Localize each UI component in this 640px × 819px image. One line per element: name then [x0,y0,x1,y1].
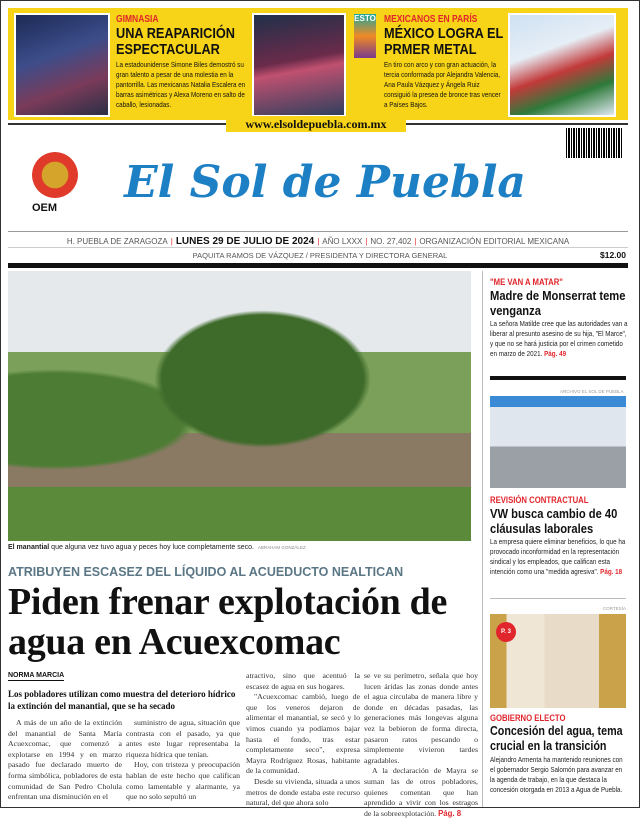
caption-text: que alguna vez tuvo agua y peces hoy luce completamente seco. [49,544,254,551]
story-text: La empresa quiere eliminar beneficios, lo que ha provocado inconformidad en la representación sindical y los empleados, que califican esta intención como una "medida agresiva". [490,537,626,576]
article-column-3 [246,671,360,809]
paragraph: Desde su vivienda, situada a unos metros de donde estaba este recurso natural, del que ahora solo [246,776,360,808]
top-banner [8,8,628,120]
banner-right-text: En tiro con arco y con gran actuación, la tercia conformada por Alejandra Valencia, Ana Paula Vázquez y Ángela Ruiz consiguió la presea de bronce tras vencer a Países Bajos. [384,60,501,109]
banner-left-kicker: GIMNASIA [116,14,159,25]
photo-credit: CORTESÍA [603,606,626,611]
organization: ORGANIZACIÓN EDITORIAL MEXICANA [419,237,570,246]
divider [8,263,628,268]
price: $12.00 [600,250,626,260]
esto-logo: ESTO [354,14,376,58]
oem-logo: OEM [32,202,58,214]
sidebar-story-3 [490,713,628,795]
sidebar-2-headline[interactable]: VW busca cambio de 40 cláusulas laborales [490,506,618,536]
divider [490,598,626,599]
sidebar-3-headline[interactable]: Concesión del agua, tema crucial en la transición [490,724,623,753]
oem-sun-icon [32,152,78,198]
sidebar-3-kicker: GOBIERNO ELECTO [490,713,566,723]
page-reference[interactable]: Pág. 49 [544,349,567,358]
main-kicker: ATRIBUYEN ESCASEZ DEL LÍQUIDO AL ACUEDUCTO NEALTICAN [8,565,404,579]
main-headline[interactable]: Piden frenar explotación de agua en Acuexcomac [8,581,448,663]
sidebar-1-text [490,319,628,359]
article-column-1 [8,718,122,803]
paragraph: suministro de agua, situación que contrasta con el pasado, ya que antes este lugar representaba la riqueza hídrica que tenían. [126,718,240,759]
paragraph: A la declaración de Mayra se suman las de otros pobladores, quienes comentan que han aprendido a vivir con los estragos de la sobreexplotación. [364,766,478,818]
sidebar-2-text [490,537,628,577]
divider [490,376,626,380]
banner-right-story [384,14,504,110]
gymnastics-photo-beam [252,13,346,117]
page-reference[interactable]: Pág. 18 [600,567,623,576]
article-column-4 [364,671,478,819]
byline: NORMA MARCIA [8,672,65,679]
banner-right-headline[interactable]: MÉXICO LOGRA EL PRMER METAL [384,25,504,58]
masthead-title: El Sol de Puebla [124,157,526,208]
dateline: H. PUEBLA DE ZARAGOZA | LUNES 29 DE JULIO DE 2024 | AÑO LXXX | NO. 27,402 | ORGANIZACIÓN EDITORIAL MEXICANA [66,236,570,247]
sidebar-1-kicker: "ME VAN A MATAR" [490,277,563,287]
issue-number: NO. 27,402 [370,237,412,246]
divider [8,247,628,248]
city: H. PUEBLA DE ZARAGOZA [66,237,168,246]
photo-credit: ABRAHAM GONZÁLEZ [257,545,306,550]
banner-left-headline[interactable]: UNA REAPARICIÓN ESPECTACULAR [116,25,236,58]
sidebar-story-1 [490,277,628,359]
paragraph: "Acuexcomac cambió, luego de que los veneros dejaron de alimentar el manantial, se secó y lo vimos cuando ya podíamos bajar hasta el fondo, tras estar completamente seco", expresa Mayra Rodríguez Rosas, habitante de la comunidad. [246,692,360,776]
photo-credit: ARCHIVO EL SOL DE PUEBLA [560,389,624,394]
photo-caption [8,544,306,551]
sidebar-1-headline[interactable]: Madre de Monserrat teme venganza [490,288,626,318]
year: AÑO LXXX [322,237,363,246]
paragraph: se ve su perímetro, señala que hoy lucen áridas las zonas donde antes el agua circulaba de manera libre y donde en décadas pasadas, las generaciones más longevas alguna vez la bebieron de forma directa, pasaron ratos pescando o simplemente vivieron tardes agradables. [364,671,478,765]
website-link[interactable]: www.elsoldepuebla.com.mx [226,116,406,132]
date: LUNES 29 DE JULIO DE 2024 [175,236,315,247]
divider [8,231,628,232]
paragraph: Hoy, con tristeza y preocupación hablan de este hecho que califican como lamentable y alarmante, ya que no solo sepultó un [126,760,240,802]
paragraph: atractivo, sino que acentuó la escasez de agua en sus hogares. [246,671,360,691]
gymnastics-photo-biles [14,13,110,117]
main-deck: Los pobladores utilizan como muestra del deterioro hídrico la extinción del manantial, que se ha secado [8,689,236,711]
page-badge[interactable]: P. 3 [496,622,516,642]
sidebar-2-kicker: REVISIÓN CONTRACTUAL [490,495,589,505]
article-column-2 [126,718,240,803]
banner-left-text: La estadounidense Simone Biles demostró su gran talento a pesar de una molestia en la pantorrilla. Las mexicanas Natalia Escalera en barras asimétricas y Alexa Moreno en salto de caballo, lesionadas. [116,60,246,109]
column-divider [482,271,483,808]
sidebar-story-2 [490,495,628,577]
barcode [566,128,622,158]
vw-plant-photo[interactable] [490,396,626,488]
banner-left-story [116,14,250,110]
story-text: La señora Matilde cree que las autoridades van a liberar al presunto asesino de su hija, "El Marce", y que no se hará justicia por el crimen cometido en marzo de 2021. [490,319,628,358]
page-reference[interactable]: Pág. 8 [438,808,462,818]
archery-team-photo [508,13,616,117]
caption-bold: El manantial [8,544,50,551]
paragraph: A más de un año de la extinción del manantial de Santa María Acuexcomac, que comenzó a explotarse en 1994 y en marzo pasado fue declarado muerto de forma simbólica, pobladores de esta comunidad de San Pedro Cholula enfrentan una disminución en el [8,718,122,802]
director-line: PAQUITA RAMOS DE VÁZQUEZ / PRESIDENTA Y DIRECTORA GENERAL [192,251,448,260]
sidebar-3-text: Alejandro Armenta ha mantenido reuniones con el gobernador Sergio Salomón para avanzar en la agenda de trabajo, en la que destaca la concesión otorgada en 2013 a Agua de Puebla. [490,755,623,794]
main-photo-manantial[interactable] [8,271,471,541]
banner-right-kicker: MEXICANOS EN PARÍS [384,14,478,25]
